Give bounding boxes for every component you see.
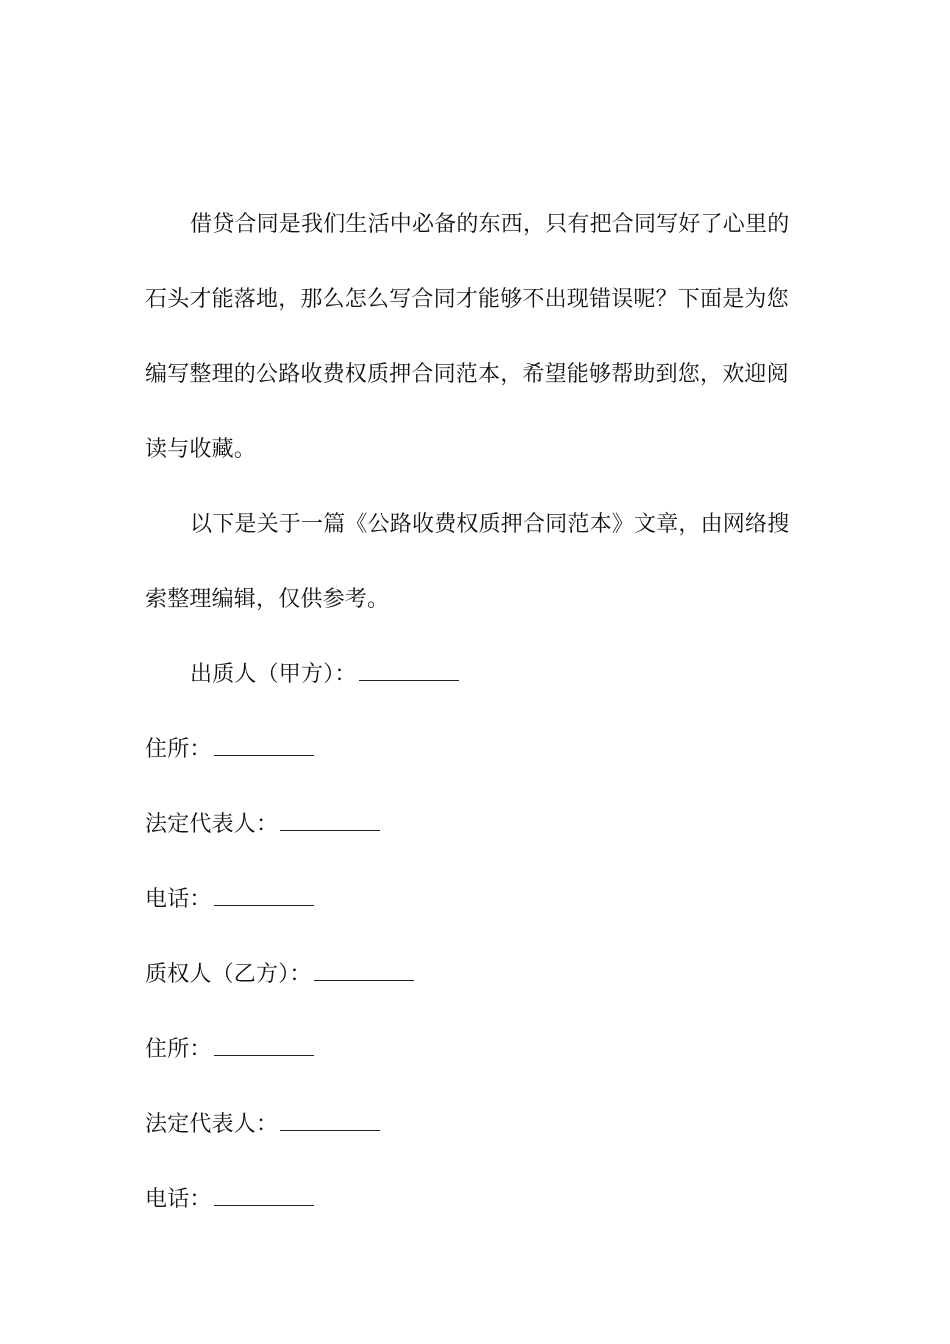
pledgee-legal-rep-field — [145, 1110, 805, 1140]
intro-paragraph-line: 石头才能落地，那么怎么写合同才能够不出现错误呢？下面是为您 — [145, 287, 789, 312]
pledgor-blank — [359, 660, 459, 681]
pledgee-label: 质权人（乙方）： — [145, 962, 312, 987]
pledgor-address-field — [145, 735, 805, 765]
pledgee-legal-rep-label: 法定代表人： — [145, 1112, 279, 1137]
source-note-line: 以下是关于一篇《公路收费权质押合同范本》文章，由网络搜 — [190, 512, 790, 537]
pledgor-legal-rep-field — [145, 810, 805, 840]
pledgee-phone-field — [145, 1185, 805, 1215]
pledgor-phone-field — [145, 885, 805, 915]
source-note-line: 索整理编辑，仅供参考。 — [145, 587, 390, 612]
intro-paragraph-line: 借贷合同是我们生活中必备的东西，只有把合同写好了心里的 — [190, 212, 790, 237]
pledgor-phone-blank — [214, 885, 314, 906]
pledgee-address-field — [145, 1035, 805, 1065]
pledgor-phone-label: 电话： — [145, 887, 212, 912]
pledgor-legal-rep-label: 法定代表人： — [145, 812, 279, 837]
intro-paragraph-line: 编写整理的公路收费权质押合同范本，希望能够帮助到您，欢迎阅 — [145, 362, 789, 387]
pledgor-address-blank — [214, 735, 314, 756]
pledgor-legal-rep-blank — [280, 810, 380, 831]
intro-paragraph-line: 读与收藏。 — [145, 437, 257, 462]
pledgor-address-label: 住所： — [145, 737, 212, 762]
pledgee-phone-blank — [214, 1185, 314, 1206]
pledgee-phone-label: 电话： — [145, 1187, 212, 1212]
pledgee-address-blank — [214, 1035, 314, 1056]
pledgee-legal-rep-blank — [280, 1110, 380, 1131]
pledgee-blank — [314, 960, 414, 981]
pledgor-field — [190, 660, 850, 690]
pledgee-address-label: 住所： — [145, 1037, 212, 1062]
pledgee-field — [145, 960, 805, 990]
pledgor-label: 出质人（甲方）： — [190, 662, 357, 687]
